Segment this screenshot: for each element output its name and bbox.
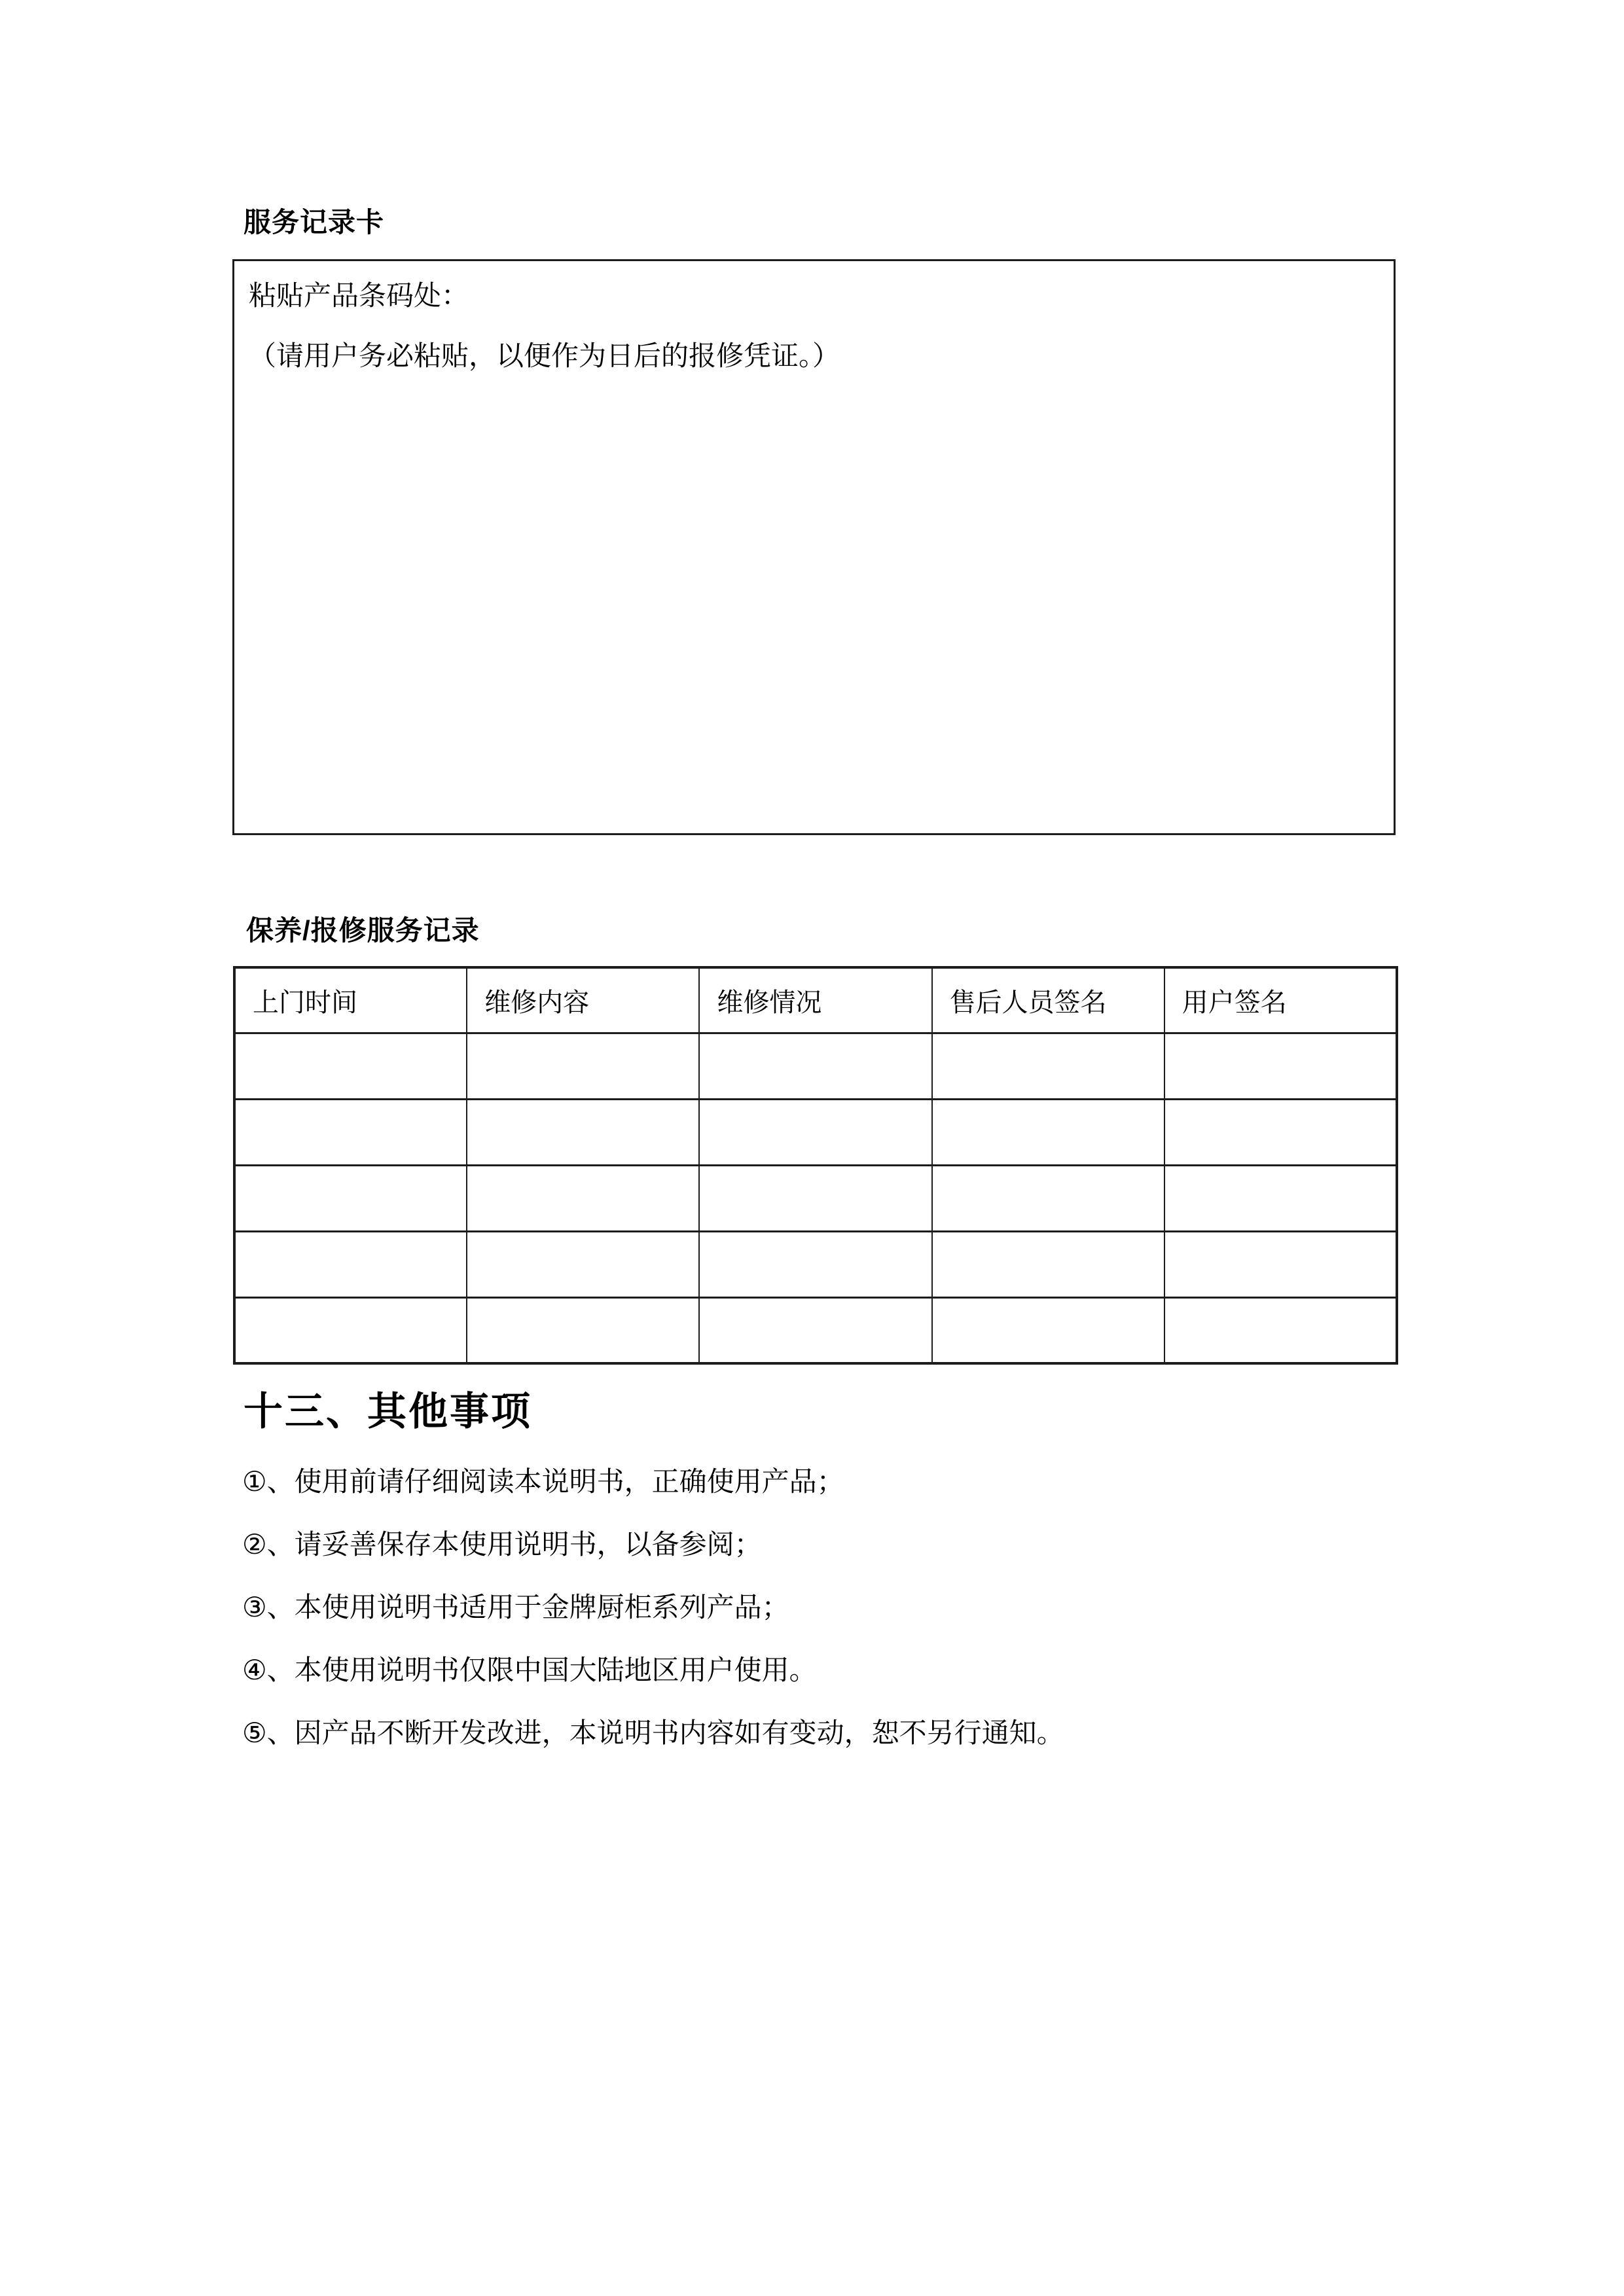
table-row [234, 1033, 1397, 1099]
table-cell-empty [1164, 1165, 1397, 1231]
table-cell-empty [932, 1297, 1164, 1363]
note-item-5: ⑤、因产品不断开发改进，本说明书内容如有变动，恕不另行通知。 [242, 1717, 1064, 1748]
service-record-table [233, 966, 1398, 1365]
table-header-user-signature: 用户签名 [1164, 967, 1397, 1033]
table-cell-empty [1164, 1033, 1397, 1099]
barcode-paste-box [232, 259, 1396, 835]
table-row [234, 1099, 1397, 1165]
note-item-4: ④、本使用说明书仅限中国大陆地区用户使用。 [242, 1655, 817, 1685]
section-title-maintenance-record: 保养/报修服务记录 [246, 915, 480, 946]
table-header-staff-signature: 售后人员签名 [932, 967, 1164, 1033]
barcode-box-note: （请用户务必粘贴，以便作为日后的报修凭证。） [249, 340, 840, 371]
table-cell-empty [234, 1165, 467, 1231]
notes-list [242, 1466, 1064, 1780]
table-header-visit-time: 上门时间 [234, 967, 467, 1033]
table-cell-empty [467, 1231, 699, 1297]
table-cell-empty [932, 1033, 1164, 1099]
table-cell-empty [1164, 1297, 1397, 1363]
table-cell-empty [234, 1033, 467, 1099]
table-cell-empty [699, 1165, 931, 1231]
table-cell-empty [1164, 1099, 1397, 1165]
table-header-repair-status: 维修情况 [699, 967, 931, 1033]
table-row [234, 1297, 1397, 1363]
table-header-repair-content: 维修内容 [467, 967, 699, 1033]
section-title-other-matters: 十三、其他事项 [244, 1390, 532, 1433]
table-cell-empty [467, 1099, 699, 1165]
table-header-row [234, 967, 1397, 1033]
note-item-2: ②、请妥善保存本使用说明书，以备参阅； [242, 1529, 762, 1560]
table-cell-empty [467, 1297, 699, 1363]
table-cell-empty [699, 1231, 931, 1297]
section-title-service-record-card: 服务记录卡 [244, 207, 385, 238]
table-cell-empty [932, 1231, 1164, 1297]
table-row [234, 1231, 1397, 1297]
table-cell-empty [699, 1099, 931, 1165]
table-cell-empty [234, 1099, 467, 1165]
table-row [234, 1165, 1397, 1231]
table-cell-empty [467, 1165, 699, 1231]
table-cell-empty [234, 1231, 467, 1297]
table-cell-empty [234, 1297, 467, 1363]
table-cell-empty [699, 1297, 931, 1363]
table-cell-empty [932, 1099, 1164, 1165]
table-cell-empty [467, 1033, 699, 1099]
barcode-box-label: 粘贴产品条码处： [249, 280, 469, 311]
table-cell-empty [932, 1165, 1164, 1231]
note-item-1: ①、使用前请仔细阅读本说明书，正确使用产品； [242, 1466, 844, 1497]
note-item-3: ③、本使用说明书适用于金牌厨柜系列产品； [242, 1592, 789, 1623]
table-cell-empty [1164, 1231, 1397, 1297]
table-cell-empty [699, 1033, 931, 1099]
